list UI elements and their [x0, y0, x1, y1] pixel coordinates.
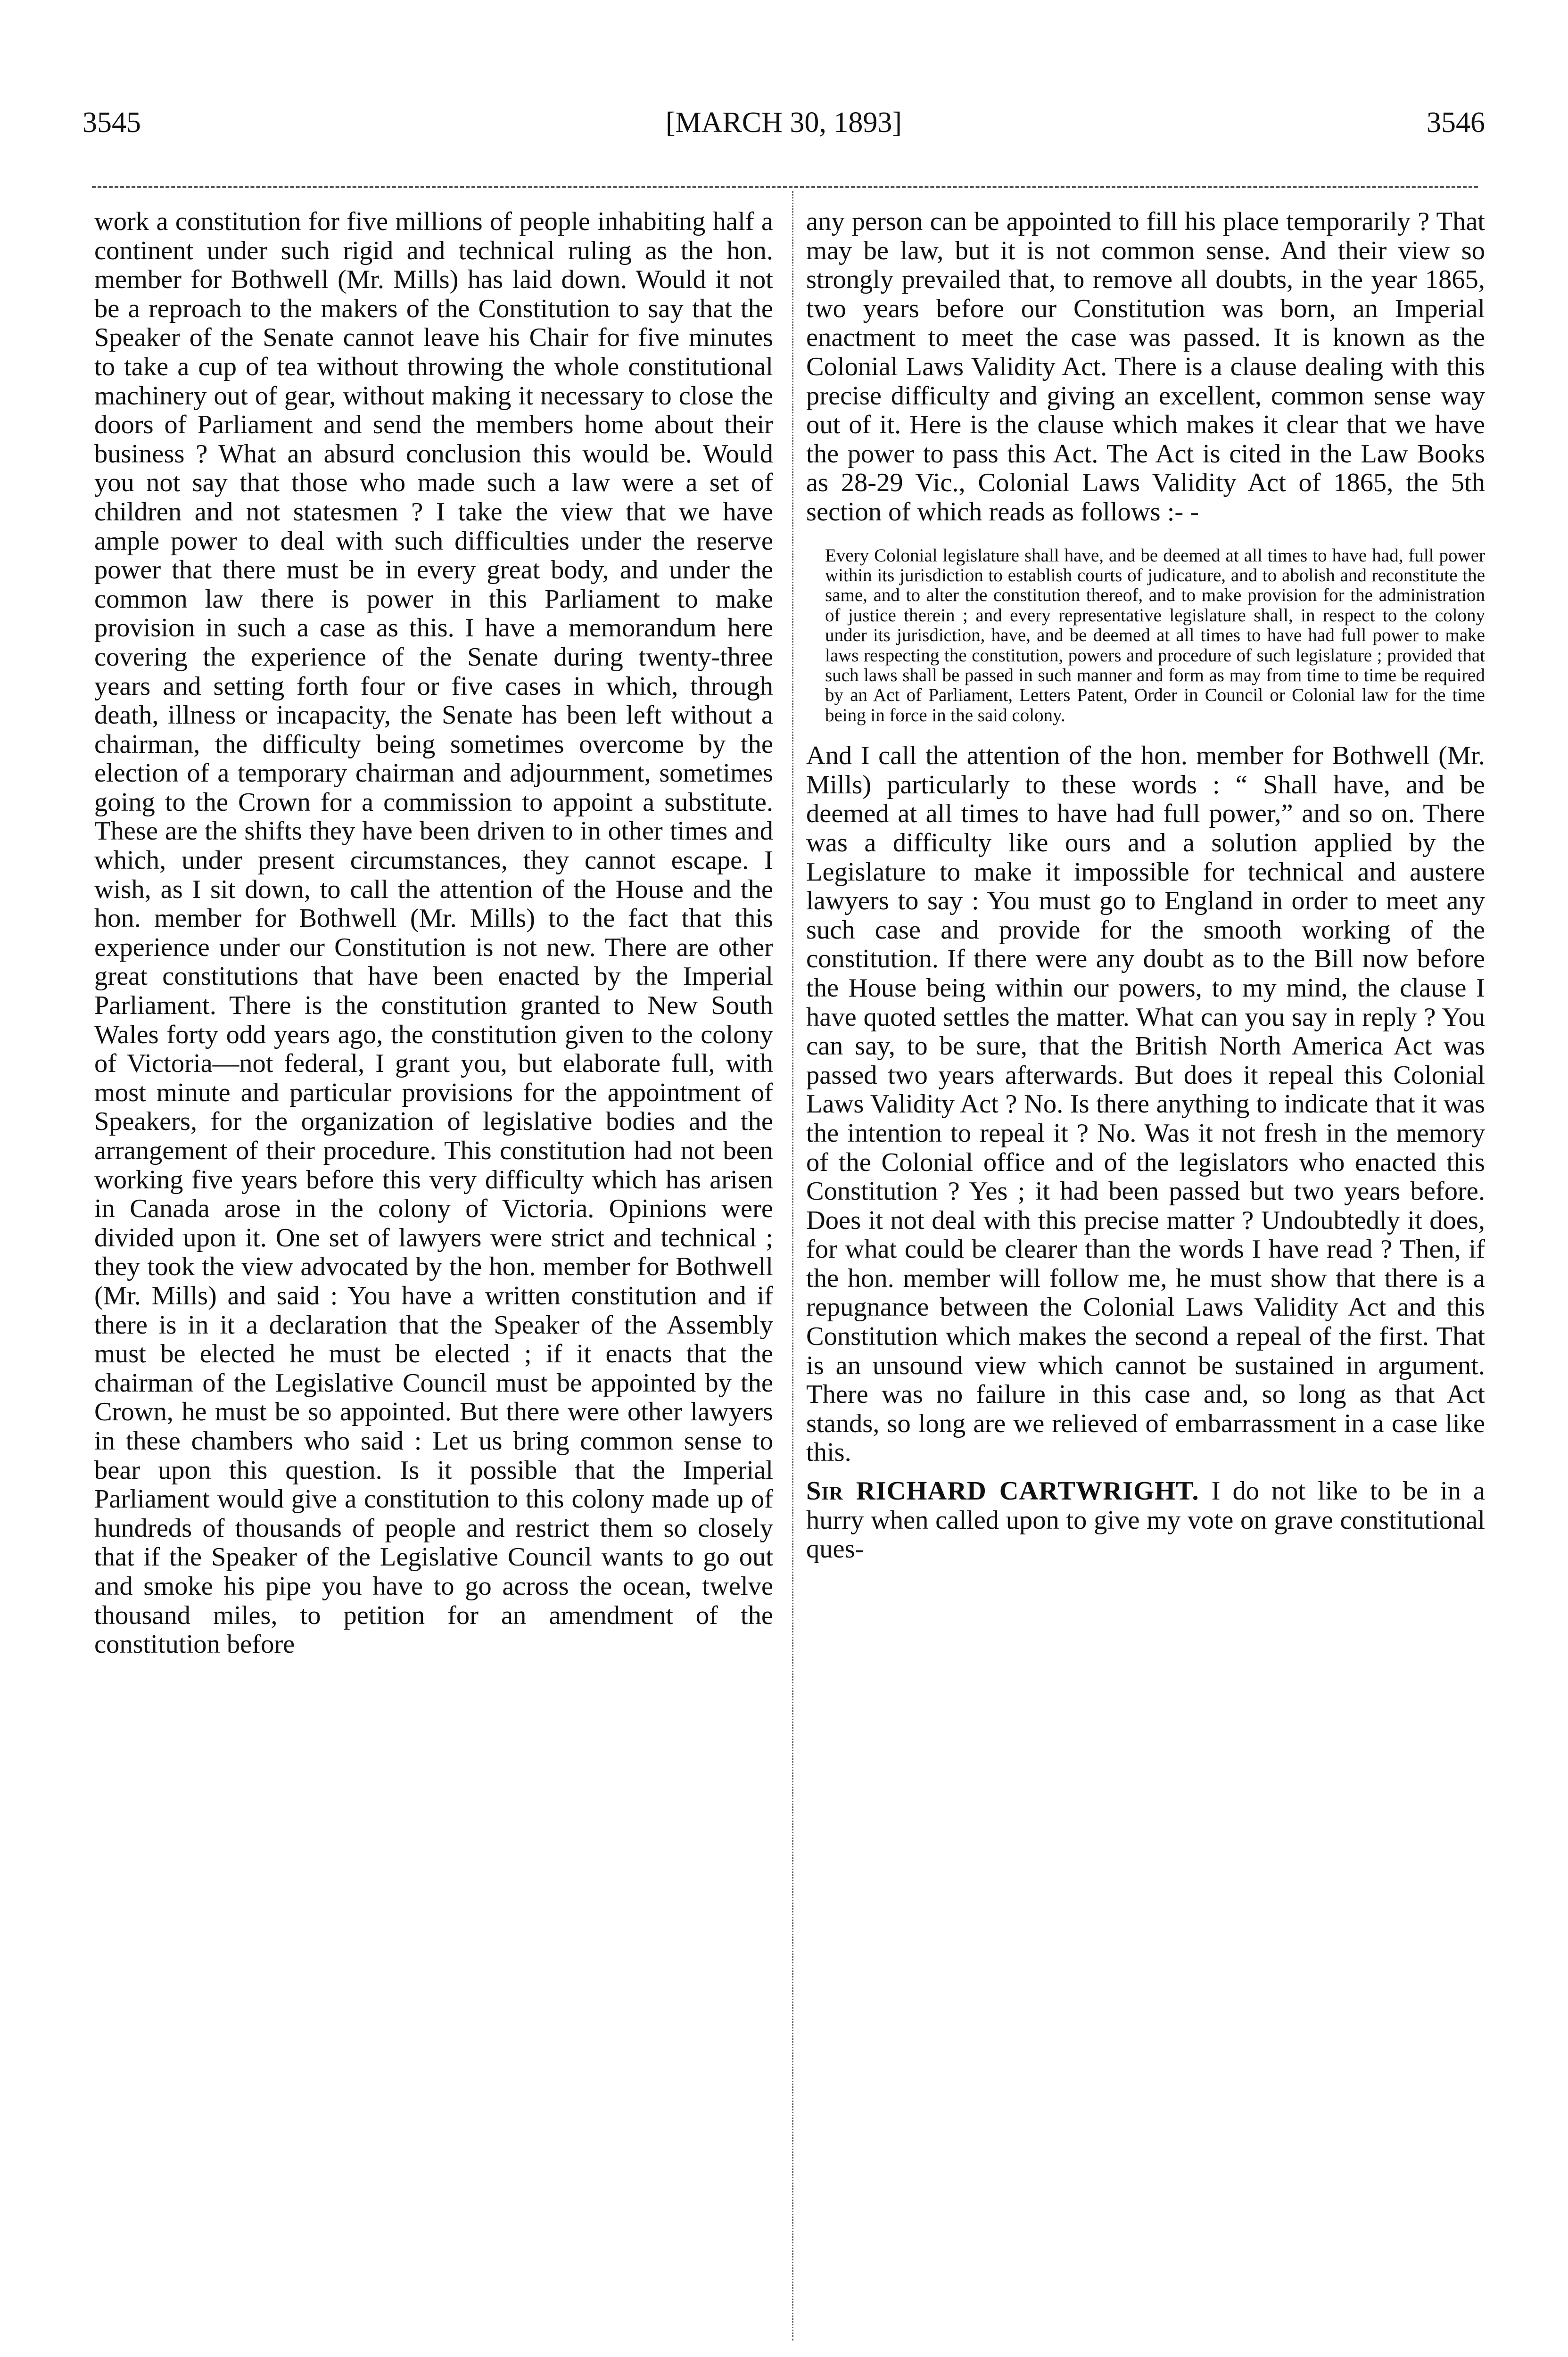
page-header [83, 101, 1485, 153]
header-date: [MARCH 30, 1893] [665, 107, 902, 139]
left-column [94, 207, 773, 1659]
speaker-name: Sir RICHARD CARTWRIGHT. [806, 1476, 1199, 1506]
left-column-text: work a constitution for five millions of people inhabiting half a continent under such rigid and technical ruling as the hon. member for Bothwell (Mr. Mills) has laid down. Would it not be a reproach to the makers of the Constitution to say that the Speaker of the Senate cannot leave his Chair for five minutes to take a cup of tea without throwing the whole constitutional machinery out of gear, without making it necessary to close the doors of Parliament and send the members home about their business ? What an absurd conclusion this would be. Would you not say that those who made such a law were a set of children and not statesmen ? I take the view that we have ample power to deal with such difficulties under the reserve power that there must be in every great body, and under the common law there is power in this Parliament to make provision in such a case as this. I have a memorandum here covering the experience of the Senate during twenty-three years and setting forth four or five cases in which, through death, illness or incapacity, the Senate has been left without a chairman, the difficulty being sometimes overcome by the election of a temporary chairman and adjournment, sometimes going to the Crown for a commission to appoint a substitute. These are the shifts they have been driven to in other times and which, under present circumstances, they cannot escape. I wish, as I sit down, to call the attention of the House and the hon. member for Bothwell (Mr. Mills) to the fact that this experience under our Constitution is not new. There are other great constitutions that have been enacted by the Imperial Parliament. There is the constitution granted to New South Wales forty odd years ago, the constitution given to the colony of Victoria—not federal, I grant you, but elaborate full, with most minute and particular provisions for the appointment of Speakers, for the organization of legislative bodies and the arrangement of their procedure. This constitution had not been working five years before this very difficulty which has arisen in Canada arose in the colony of Victoria. Opinions were divided upon it. One set of lawyers were strict and technical ; they took the view advocated by the hon. member for Bothwell (Mr. Mills) and said : You have a written constitution and if there is in it a declaration that the Speaker of the Assembly must be elected he must be elected ; if it enacts that the chairman of the Legislative Council must be appointed by the Crown, he must be so appointed. But there were other lawyers in these chambers who said : Let us bring common sense to bear upon this question. Is it possible that the Imperial Parliament would give a constitution to this colony made up of hundreds of thousands of people and restrict them so closely that if the Speaker of the Legislative Council wants to go out and smoke his pipe you have to go across the ocean, twelve thousand miles, to petition for an amendment of the constitution before [94, 207, 773, 1659]
header-rule [92, 186, 1478, 188]
left-page-number: 3545 [83, 107, 141, 139]
column-divider [792, 191, 793, 2341]
statute-quotation: Every Colonial legislature shall have, and be deemed at all times to have had, full power within its jurisdiction to establish courts of judicature, and to abolish and reconstitute the same, and to alter the constitution thereof, and to make provision for the administration of justice therein ; and every representative legislature shall, in respect to the colony under its jurisdiction, have, and be deemed at all times to have had full power to make laws respecting the constitution, powers and procedure of such legislature ; provided that such laws shall be passed in such manner and form as may from time to time be required by an Act of Parliament, Letters Patent, Order in Council or Colonial law for the time being in force in the said colony. [825, 545, 1485, 725]
right-intro-text: any person can be appointed to fill his place temporarily ? That may be law, but it is not common sense. And their view so strongly prevailed that, to remove all doubts, in the year 1865, two years before our Constitution was born, an Imperial enactment to meet the case was passed. It is known as the Colonial Laws Validity Act. There is a clause dealing with this precise difficulty and giving an excellent, common sense way out of it. Here is the clause which makes it clear that we have the power to pass this Act. The Act is cited in the Law Books as 28-29 Vic., Colonial Laws Validity Act of 1865, the 5th section of which reads as follows :- - [806, 207, 1485, 527]
right-continuation-text: And I call the attention of the hon. member for Bothwell (Mr. Mills) particularly to these words : “ Shall have, and be deemed at all times to have had full power,” and so on. There was a difficulty like ours and a solution applied by the Legislature to make it impossible for technical and austere lawyers to say : You must go to England in order to meet any such case and provide for the smooth working of the constitution. If there were any doubt as to the Bill now before the House being within our powers, to my mind, the clause I have quoted settles the matter. What can you say in reply ? You can say, to be sure, that the British North America Act was passed two years afterwards. But does it repeal this Colonial Laws Validity Act ? No. Is there anything to indicate that it was the intention to repeal it ? No. Was it not fresh in the memory of the Colonial office and of the legislators who enacted this Constitution ? Yes ; it had been passed but two years before. Does it not deal with this precise matter ? Undoubtedly it does, for what could be clearer than the words I have read ? Then, if the hon. member will follow me, he must show that there is a repugnance between the Colonial Laws Validity Act and this Constitution which makes the second a repeal of the first. That is an unsound view which cannot be sustained in argument. There was no failure in this case and, so long as that Act stands, so long are we relieved of embarrassment in a case like this. [806, 741, 1485, 1467]
right-column [806, 207, 1485, 1564]
right-page-number: 3546 [1427, 107, 1485, 139]
speaker-paragraph [806, 1477, 1485, 1564]
speaker-text: I do not like to be in a hurry when called upon to give my vote on grave constitutional ques- [806, 1476, 1485, 1564]
